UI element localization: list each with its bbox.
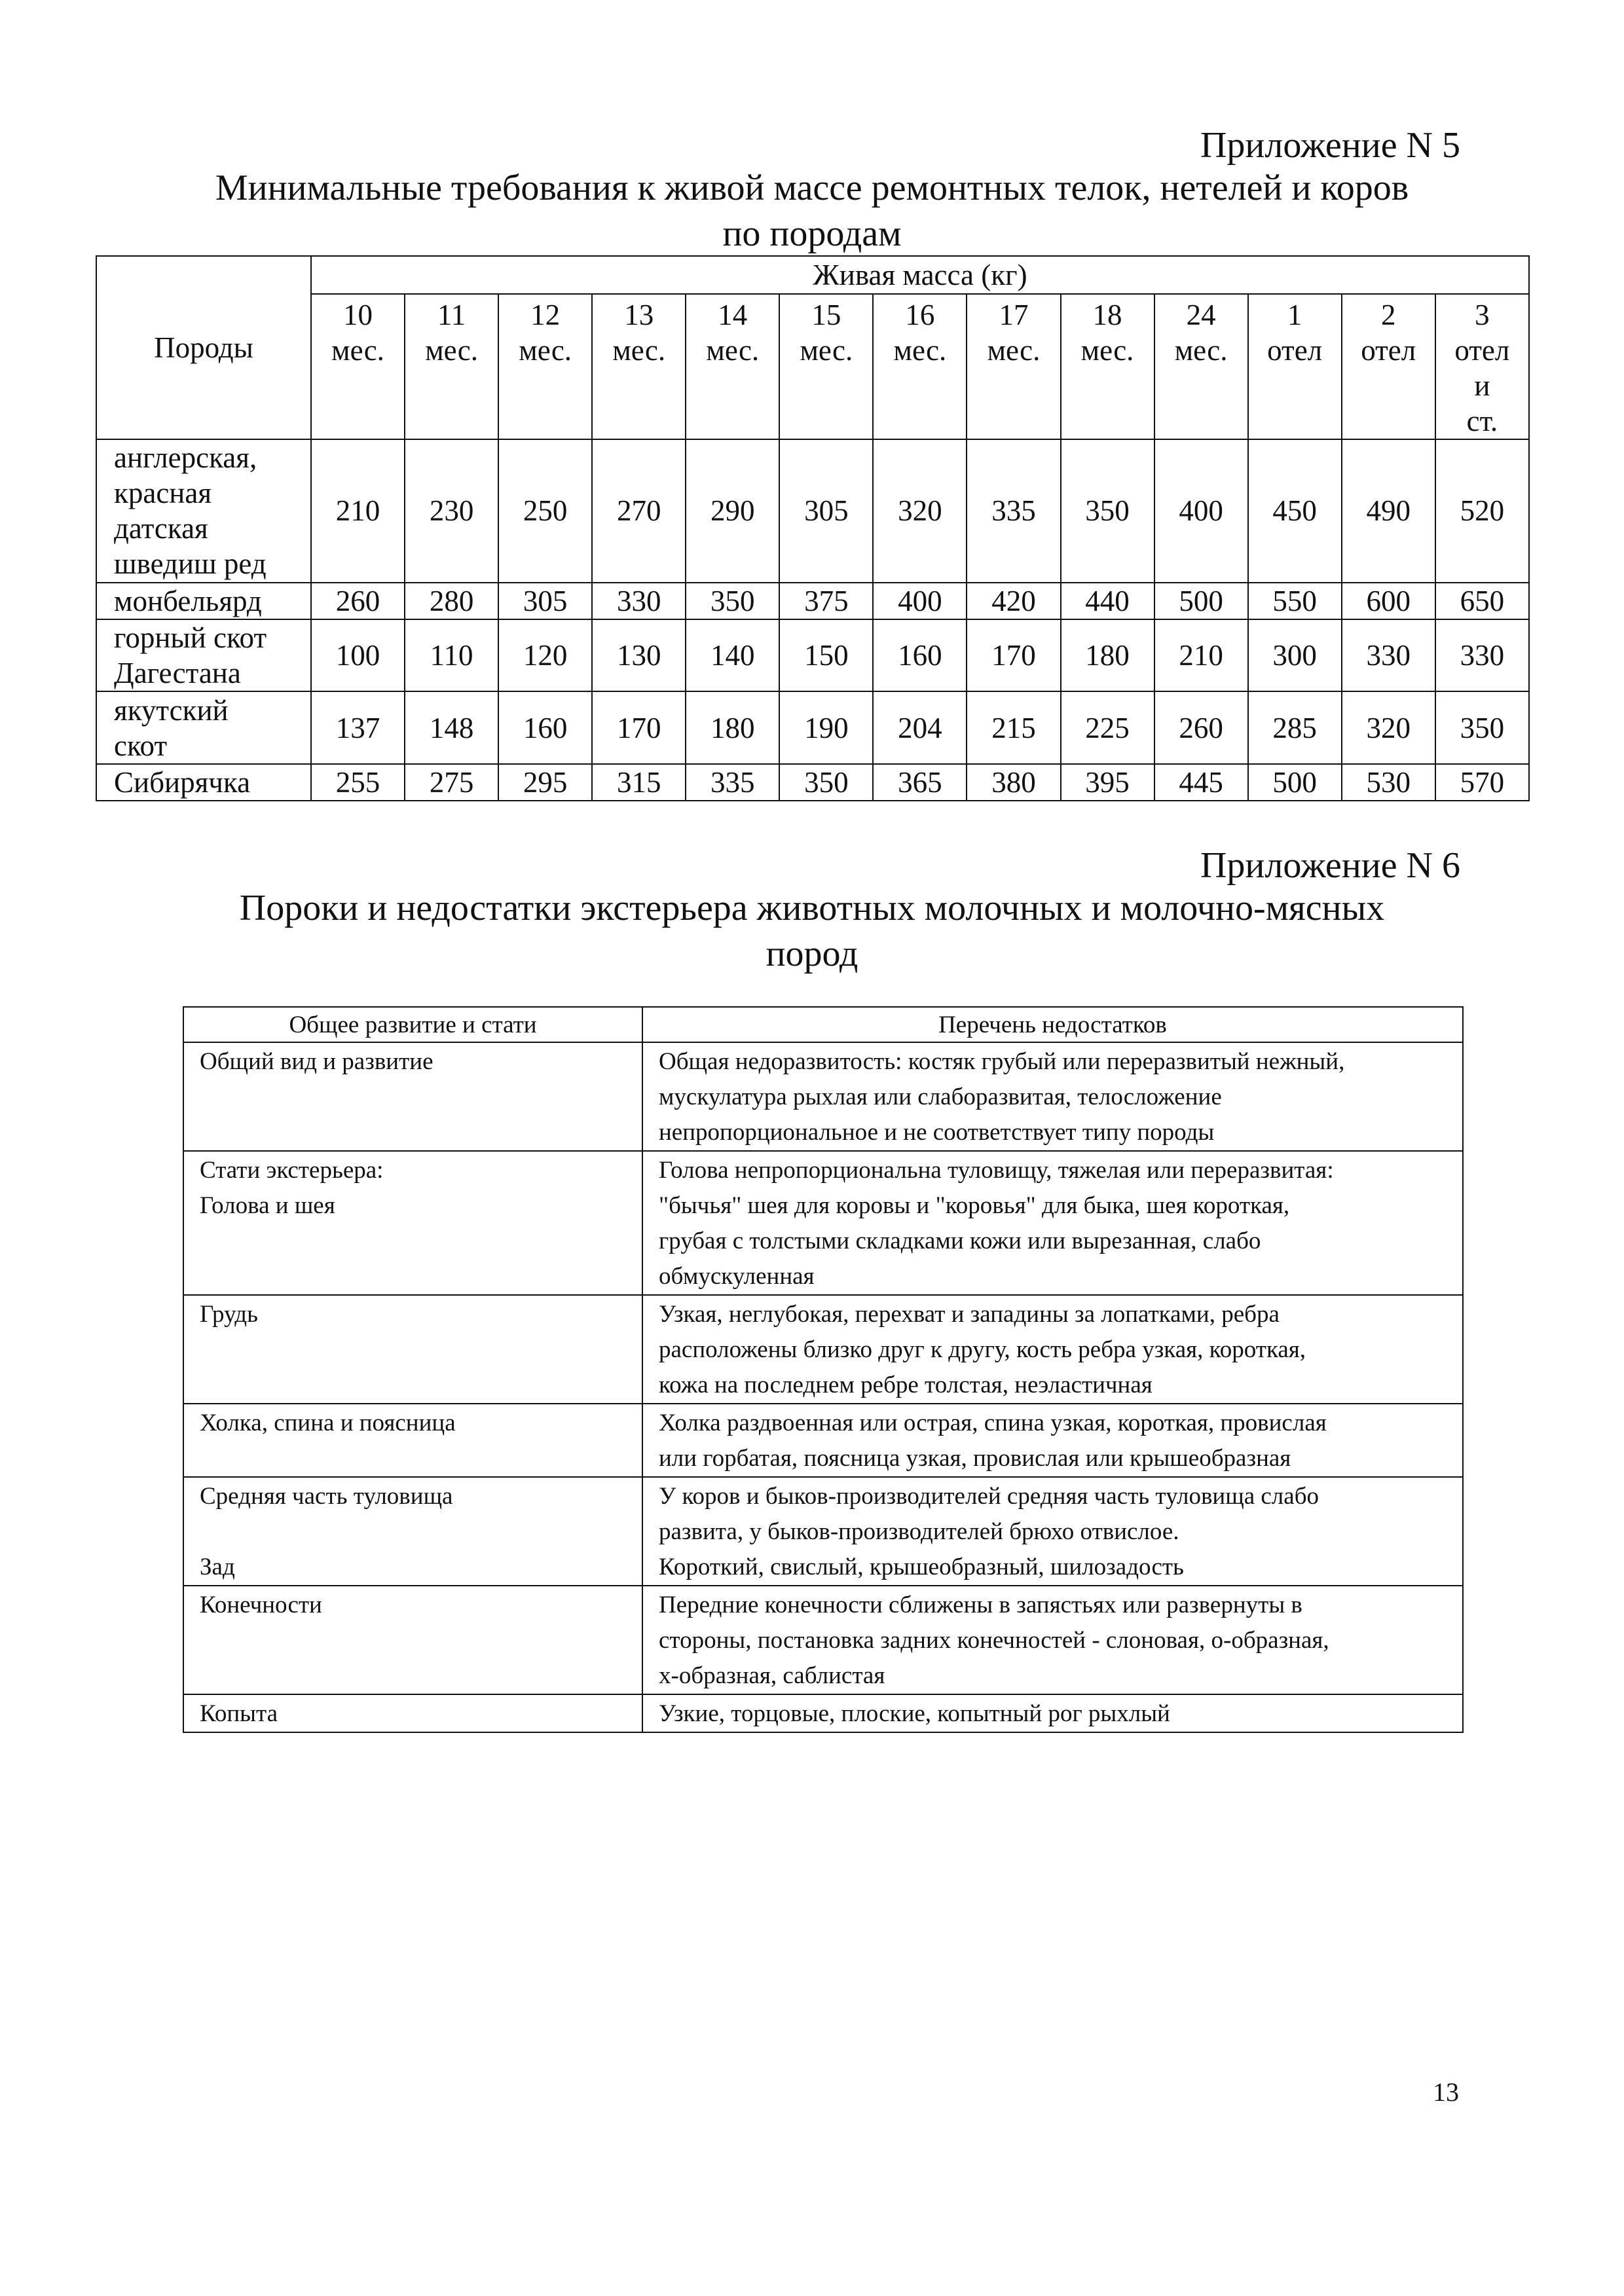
appendix-5-title — [157, 165, 1467, 257]
body-part-cell-line: Средняя часть туловища — [200, 1483, 453, 1510]
breed-name-line: якутский — [114, 693, 229, 727]
mass-value-cell: 170 — [592, 691, 686, 763]
period-header-bottom: мес. — [519, 334, 572, 367]
defects-list-cell-line: Холка раздвоенная или острая, спина узкая, короткая, провислая — [659, 1410, 1327, 1436]
body-part-cell-line: Зад — [200, 1554, 235, 1580]
appendix-5-label: Приложение N 5 — [1200, 125, 1460, 166]
period-header-top: 13 — [624, 299, 654, 331]
table-row — [96, 619, 1529, 691]
period-column-header — [311, 294, 405, 439]
mass-value-cell: 500 — [1248, 764, 1342, 801]
page-number: 13 — [1433, 2077, 1459, 2107]
mass-value-cell: 160 — [498, 691, 592, 763]
table-row — [96, 691, 1529, 763]
defects-list-cell-line: Общая недоразвитость: костяк грубый или переразвитый нежный, — [659, 1048, 1345, 1075]
mass-value-cell: 350 — [1435, 691, 1529, 763]
breed-name — [96, 691, 311, 763]
breed-name-line: красная — [114, 477, 212, 510]
mass-value-cell: 305 — [779, 439, 873, 583]
period-header-top: 1 — [1287, 299, 1302, 331]
period-header-bottom: отел — [1267, 334, 1323, 367]
period-column-header — [1342, 294, 1435, 439]
mass-value-cell: 440 — [1061, 583, 1154, 619]
period-column-header — [1061, 294, 1154, 439]
period-header-bottom: мес. — [1080, 334, 1134, 367]
defects-col1-header: Общее развитие и стати — [183, 1007, 642, 1042]
mass-value-cell: 130 — [592, 619, 686, 691]
mass-value-cell: 570 — [1435, 764, 1529, 801]
body-part-cell — [183, 1586, 642, 1694]
mass-value-cell: 150 — [779, 619, 873, 691]
appendix-6-title-line-1: Пороки и недостатки экстерьера животных молочных и молочно-мясных — [239, 888, 1385, 928]
body-part-cell — [183, 1151, 642, 1295]
appendix-5-title-line-1: Минимальные требования к живой массе ремонтных телок, нетелей и коров — [215, 168, 1409, 208]
mass-value-cell: 295 — [498, 764, 592, 801]
breed-name — [96, 583, 311, 619]
body-part-cell-line: Холка, спина и поясница — [200, 1410, 456, 1436]
mass-value-cell: 350 — [779, 764, 873, 801]
mass-value-cell: 420 — [967, 583, 1060, 619]
mass-value-cell: 110 — [405, 619, 498, 691]
mass-value-cell: 600 — [1342, 583, 1435, 619]
table-row — [183, 1694, 1463, 1732]
mass-value-cell: 520 — [1435, 439, 1529, 583]
defects-col2-header: Перечень недостатков — [642, 1007, 1463, 1042]
defects-list-cell-line: х-образная, саблистая — [659, 1662, 885, 1689]
table-row — [183, 1477, 1463, 1586]
breed-name-line: горный скот — [114, 621, 267, 655]
period-header-bottom: мес. — [800, 334, 853, 367]
mass-value-cell: 215 — [967, 691, 1060, 763]
period-header-bottom: мес. — [893, 334, 947, 367]
period-header-bottom: мес. — [612, 334, 666, 367]
appendix-6-label: Приложение N 6 — [1200, 845, 1460, 886]
period-header-extra1: и — [1474, 369, 1490, 402]
mass-value-cell: 395 — [1061, 764, 1154, 801]
body-part-cell — [183, 1694, 642, 1732]
mass-value-cell: 148 — [405, 691, 498, 763]
body-part-cell — [183, 1042, 642, 1151]
defects-list-cell — [642, 1151, 1463, 1295]
mass-value-cell: 100 — [311, 619, 405, 691]
breed-name — [96, 764, 311, 801]
defects-list-cell — [642, 1586, 1463, 1694]
mass-value-cell: 180 — [1061, 619, 1154, 691]
body-part-cell-line: Стати экстерьера: — [200, 1157, 384, 1184]
period-column-header — [592, 294, 686, 439]
mass-value-cell: 290 — [686, 439, 779, 583]
defects-list-cell — [642, 1694, 1463, 1732]
mass-value-cell: 140 — [686, 619, 779, 691]
period-column-header — [779, 294, 873, 439]
period-header-bottom: мес. — [706, 334, 760, 367]
defects-list-cell-line: Короткий, свислый, крышеобразный, шилозадость — [659, 1554, 1184, 1580]
table-row — [183, 1151, 1463, 1295]
mass-value-cell: 335 — [686, 764, 779, 801]
mass-value-cell: 280 — [405, 583, 498, 619]
mass-value-cell: 120 — [498, 619, 592, 691]
mass-value-cell: 260 — [1154, 691, 1248, 763]
mass-value-cell: 530 — [1342, 764, 1435, 801]
mass-value-cell: 210 — [1154, 619, 1248, 691]
period-column-header — [1154, 294, 1248, 439]
mass-value-cell: 380 — [967, 764, 1060, 801]
defects-list-cell-line: или горбатая, поясница узкая, провислая или крышеобразная — [659, 1445, 1291, 1472]
body-part-cell-line: Общий вид и развитие — [200, 1048, 434, 1075]
appendix-6-title — [157, 885, 1467, 977]
live-mass-group-header: Живая масса (кг) — [311, 256, 1529, 294]
defects-list-cell-line: "бычья" шея для коровы и "коровья" для быка, шея короткая, — [659, 1192, 1290, 1219]
period-header-top: 12 — [530, 299, 561, 331]
period-header-top: 18 — [1092, 299, 1122, 331]
period-column-header — [1248, 294, 1342, 439]
mass-value-cell: 250 — [498, 439, 592, 583]
body-part-cell — [183, 1477, 642, 1586]
mass-value-cell: 335 — [967, 439, 1060, 583]
period-header-top: 16 — [905, 299, 935, 331]
mass-value-cell: 330 — [592, 583, 686, 619]
breed-name-line: монбельярд — [114, 584, 262, 617]
period-header-extra2: ст. — [1466, 405, 1498, 437]
mass-value-cell: 315 — [592, 764, 686, 801]
live-mass-table — [96, 255, 1530, 801]
breed-name-line: скот — [114, 729, 168, 762]
table-row — [96, 583, 1529, 619]
mass-value-cell: 490 — [1342, 439, 1435, 583]
mass-value-cell: 270 — [592, 439, 686, 583]
period-header-top: 10 — [343, 299, 373, 331]
mass-value-cell: 400 — [873, 583, 967, 619]
mass-value-cell: 500 — [1154, 583, 1248, 619]
period-header-top: 3 — [1475, 299, 1490, 331]
defects-list-cell — [642, 1404, 1463, 1477]
defects-list-cell-line: обмускуленная — [659, 1263, 815, 1290]
period-column-header — [686, 294, 779, 439]
body-part-cell — [183, 1404, 642, 1477]
defects-list-cell-line: кожа на последнем ребре толстая, неэластичная — [659, 1372, 1153, 1398]
breed-name — [96, 439, 311, 583]
mass-value-cell: 137 — [311, 691, 405, 763]
period-header-top: 14 — [718, 299, 748, 331]
breed-column-header: Породы — [96, 256, 311, 439]
breed-name-line: англерская, — [114, 441, 257, 475]
period-header-bottom: отел — [1361, 334, 1416, 367]
period-header-top: 15 — [811, 299, 841, 331]
table-row — [183, 1295, 1463, 1404]
defects-list-cell-line: мускулатура рыхлая или слаборазвитая, телосложение — [659, 1084, 1222, 1110]
period-header-bottom: мес. — [1174, 334, 1228, 367]
mass-value-cell: 204 — [873, 691, 967, 763]
period-header-top: 24 — [1186, 299, 1216, 331]
mass-value-cell: 330 — [1342, 619, 1435, 691]
body-part-cell-line — [200, 1514, 634, 1550]
mass-value-cell: 260 — [311, 583, 405, 619]
period-column-header — [1435, 294, 1529, 439]
appendix-6-title-line-2: пород — [766, 934, 858, 974]
mass-value-cell: 190 — [779, 691, 873, 763]
period-column-header — [873, 294, 967, 439]
period-header-bottom: мес. — [331, 334, 384, 367]
defects-list-cell — [642, 1042, 1463, 1151]
breed-name-line: Сибирячка — [114, 765, 251, 799]
breed-name — [96, 619, 311, 691]
mass-value-cell: 255 — [311, 764, 405, 801]
breed-name-line: шведиш ред — [114, 547, 267, 581]
defects-list-cell-line: Узкая, неглубокая, перехват и западины за лопатками, ребра — [659, 1301, 1280, 1328]
period-header-top: 17 — [999, 299, 1029, 331]
body-part-cell-line: Копыта — [200, 1700, 278, 1727]
period-header-bottom: отел — [1454, 334, 1510, 367]
mass-value-cell: 320 — [873, 439, 967, 583]
defects-list-cell-line: Передние конечности сближены в запястьях или развернуты в — [659, 1592, 1302, 1618]
mass-value-cell: 650 — [1435, 583, 1529, 619]
defects-list-cell-line: развита, у быков-производителей брюхо отвислое. — [659, 1518, 1179, 1545]
period-column-header — [405, 294, 498, 439]
table-row — [183, 1404, 1463, 1477]
mass-value-cell: 350 — [686, 583, 779, 619]
defects-list-cell-line: У коров и быков-производителей средняя часть туловища слабо — [659, 1483, 1320, 1510]
defects-list-cell — [642, 1295, 1463, 1404]
mass-value-cell: 230 — [405, 439, 498, 583]
defects-list-cell — [642, 1477, 1463, 1586]
mass-value-cell: 275 — [405, 764, 498, 801]
period-header-top: 2 — [1380, 299, 1396, 331]
period-header-bottom: мес. — [425, 334, 478, 367]
exterior-defects-table — [183, 1006, 1464, 1733]
mass-value-cell: 225 — [1061, 691, 1154, 763]
mass-value-cell: 550 — [1248, 583, 1342, 619]
defects-list-cell-line: стороны, постановка задних конечностей - слоновая, о-образная, — [659, 1627, 1329, 1654]
body-part-cell-line: Голова и шея — [200, 1192, 335, 1219]
defects-list-cell-line: непропорциональное и не соответствует типу породы — [659, 1119, 1215, 1146]
period-header-bottom: мес. — [987, 334, 1041, 367]
breed-name-line: Дагестана — [114, 657, 241, 690]
mass-value-cell: 400 — [1154, 439, 1248, 583]
body-part-cell-line: Грудь — [200, 1301, 258, 1328]
table-row — [96, 439, 1529, 583]
mass-value-cell: 450 — [1248, 439, 1342, 583]
period-column-header — [967, 294, 1060, 439]
mass-value-cell: 300 — [1248, 619, 1342, 691]
defects-list-cell-line: Узкие, торцовые, плоские, копытный рог рыхлый — [659, 1700, 1170, 1727]
body-part-cell — [183, 1295, 642, 1404]
period-header-top: 11 — [437, 299, 466, 331]
mass-value-cell: 445 — [1154, 764, 1248, 801]
mass-value-cell: 305 — [498, 583, 592, 619]
mass-value-cell: 375 — [779, 583, 873, 619]
mass-value-cell: 170 — [967, 619, 1060, 691]
mass-value-cell: 365 — [873, 764, 967, 801]
mass-value-cell: 330 — [1435, 619, 1529, 691]
table-row — [96, 764, 1529, 801]
period-column-header — [498, 294, 592, 439]
mass-value-cell: 350 — [1061, 439, 1154, 583]
mass-value-cell: 180 — [686, 691, 779, 763]
appendix-5-title-line-2: по породам — [722, 213, 902, 254]
table-row — [183, 1586, 1463, 1694]
defects-list-cell-line: Голова непропорциональна туловищу, тяжелая или переразвитая: — [659, 1157, 1334, 1184]
breed-name-line: датская — [114, 512, 208, 545]
mass-value-cell: 285 — [1248, 691, 1342, 763]
body-part-cell-line: Конечности — [200, 1592, 322, 1618]
mass-value-cell: 160 — [873, 619, 967, 691]
table-row — [183, 1042, 1463, 1151]
mass-value-cell: 210 — [311, 439, 405, 583]
mass-value-cell: 320 — [1342, 691, 1435, 763]
defects-list-cell-line: грубая с толстыми складками кожи или вырезанная, слабо — [659, 1228, 1261, 1254]
defects-list-cell-line: расположены близко друг к другу, кость ребра узкая, короткая, — [659, 1336, 1306, 1363]
